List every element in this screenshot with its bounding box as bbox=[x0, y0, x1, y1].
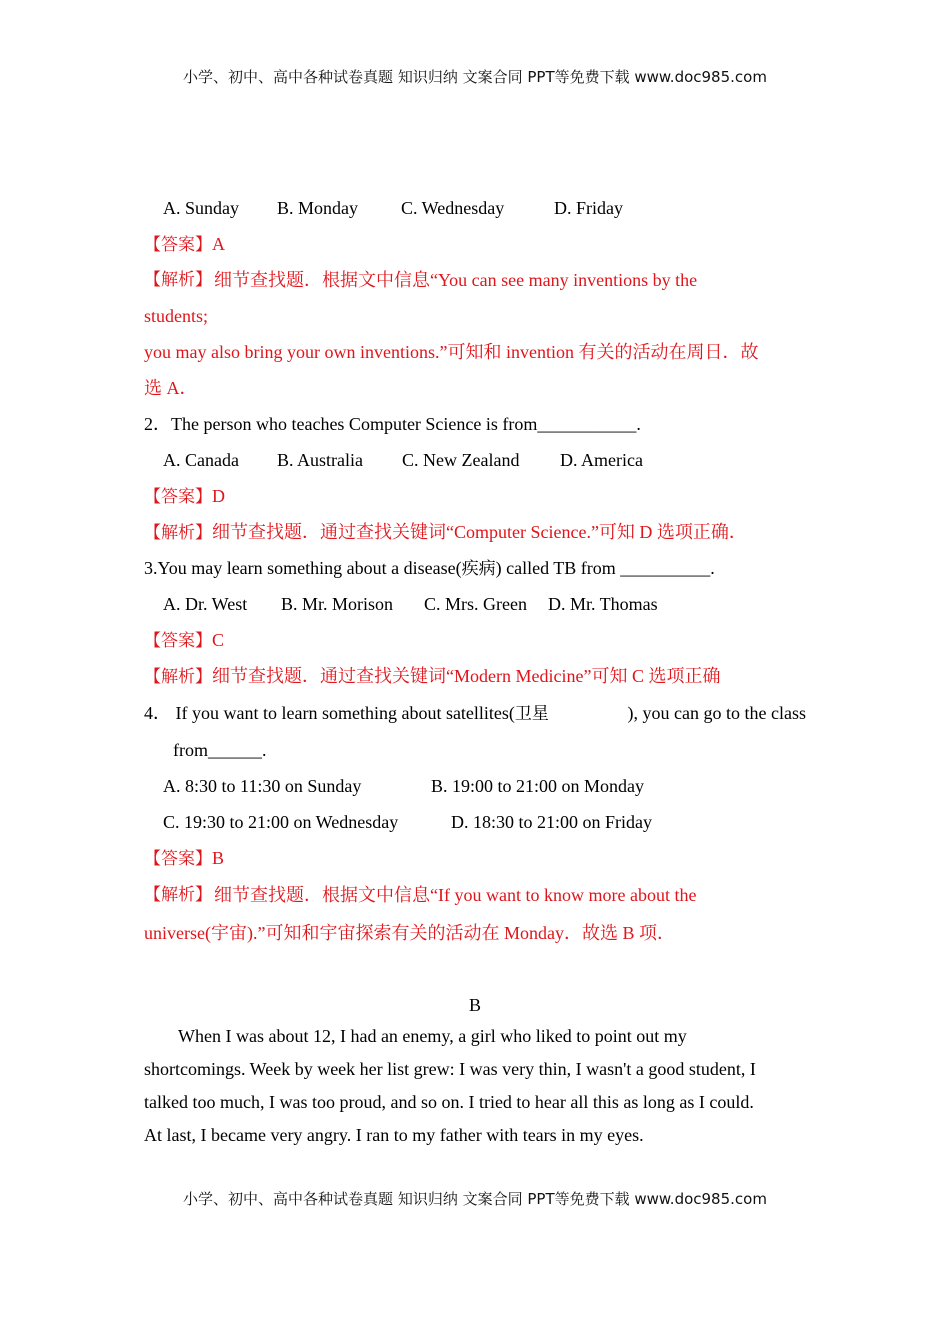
analysis-label: 【解析】 bbox=[144, 885, 212, 905]
analysis-text: 细节查找题．根据文中信息“You can see many inventions by the bbox=[214, 270, 698, 290]
q2-analysis bbox=[144, 514, 806, 550]
analysis-text: 细节查找题．根据文中信息“If you want to know more about the bbox=[214, 885, 697, 905]
analysis-label: 【解析】 bbox=[144, 270, 212, 290]
q4-option-d: D. 18:30 to 21:00 on Friday bbox=[451, 812, 652, 832]
q1-answer bbox=[144, 226, 806, 262]
q3-option-b: B. Mr. Morison bbox=[281, 594, 394, 614]
q4-question-text-end: ), you can go to the class bbox=[627, 703, 806, 723]
q3-option-c: C. Mrs. Green bbox=[424, 594, 527, 614]
answer-value: C bbox=[212, 630, 225, 650]
analysis-label: 【解析】 bbox=[144, 667, 212, 687]
q3-options bbox=[144, 586, 806, 622]
q1-analysis-line-3: you may also bring your own inventions.”可知和 invention 有关的活动在周日．故 bbox=[144, 342, 759, 362]
answer-value: B bbox=[212, 848, 225, 868]
q2-option-b: B. Australia bbox=[277, 450, 363, 470]
q3-analysis bbox=[144, 658, 806, 694]
q1-option-c: C. Wednesday bbox=[401, 198, 505, 218]
q1-option-a: A. Sunday bbox=[163, 198, 239, 218]
q4-analysis-line-2: universe(宇宙).”可知和宇宙探索有关的活动在 Monday．故选 B 项． bbox=[144, 923, 675, 943]
q1-analysis-line-2: students; bbox=[144, 306, 209, 326]
q3-answer bbox=[144, 622, 806, 658]
passage-line: shortcomings. Week by week her list grew: I was very thin, I wasn't a good student, I bbox=[144, 1059, 756, 1079]
reading-passage bbox=[144, 1020, 806, 1152]
answer-label: 【答案】 bbox=[144, 487, 212, 507]
answer-value: A bbox=[212, 234, 225, 254]
q4-question-part bbox=[144, 694, 549, 732]
q1-options bbox=[144, 190, 806, 226]
q3-question bbox=[144, 550, 806, 586]
passage-line: talked too much, I was too proud, and so on. I tried to hear all this as long as I could. bbox=[144, 1092, 754, 1112]
answer-label: 【答案】 bbox=[144, 631, 212, 651]
q4-option-c: C. 19:30 to 21:00 on Wednesday bbox=[163, 812, 399, 832]
q1-option-d: D. Friday bbox=[554, 198, 623, 218]
q4-option-b: B. 19:00 to 21:00 on Monday bbox=[431, 776, 645, 796]
q4-question-cjk: 卫星 bbox=[514, 704, 549, 724]
q2-options bbox=[144, 442, 806, 478]
passage-line: At last, I became very angry. I ran to my father with tears in my eyes. bbox=[144, 1125, 644, 1145]
analysis-text: 细节查找题．通过查找关键词“Computer Science.”可知 D 选项正确． bbox=[212, 522, 747, 542]
document-body bbox=[144, 190, 806, 1152]
analysis-label: 【解析】 bbox=[144, 523, 212, 543]
q2-option-d: D. America bbox=[560, 450, 643, 470]
q1-analysis-line-1 bbox=[144, 262, 806, 298]
q4-analysis-line-1 bbox=[144, 876, 806, 914]
q1-option-b: B. Monday bbox=[277, 198, 358, 218]
q2-answer bbox=[144, 478, 806, 514]
q2-option-a: A. Canada bbox=[163, 450, 239, 470]
answer-label: 【答案】 bbox=[144, 235, 212, 255]
section-title: B bbox=[468, 995, 481, 1015]
q4-answer bbox=[144, 840, 806, 876]
q2-option-c: C. New Zealand bbox=[402, 450, 520, 470]
q2-question: 2．The person who teaches Computer Science is from___________. bbox=[144, 414, 641, 434]
q4-option-a: A. 8:30 to 11:30 on Sunday bbox=[163, 776, 362, 796]
q3-question-part: 3.You may learn something about a disease( bbox=[144, 558, 462, 578]
q4-question-text: 4． If you want to learn something about satellites( bbox=[144, 703, 515, 723]
q4-question-line-1 bbox=[144, 694, 806, 732]
page-footer: 小学、初中、高中各种试卷真题 知识归纳 文案合同 PPT等免费下载 www.doc985.com bbox=[183, 1190, 767, 1208]
q4-options-row-1 bbox=[144, 768, 806, 804]
q4-question-line-2: from______. bbox=[173, 740, 267, 760]
q3-question-part: ) called TB from __________. bbox=[495, 558, 715, 578]
q3-option-d: D. Mr. Thomas bbox=[548, 594, 658, 614]
passage-line: When I was about 12, I had an enemy, a girl who liked to point out my bbox=[178, 1026, 687, 1046]
q3-question-cjk: 疾病 bbox=[461, 559, 496, 579]
q4-options-row-2 bbox=[144, 804, 806, 840]
q1-analysis-line-4: 选 A． bbox=[144, 378, 198, 398]
analysis-text: 细节查找题．通过查找关键词“Modern Medicine”可知 C 选项正确 bbox=[212, 666, 721, 686]
answer-label: 【答案】 bbox=[144, 849, 212, 869]
q3-option-a: A. Dr. West bbox=[163, 594, 248, 614]
page-header: 小学、初中、高中各种试卷真题 知识归纳 文案合同 PPT等免费下载 www.doc985.com bbox=[183, 68, 767, 86]
answer-value: D bbox=[212, 486, 225, 506]
